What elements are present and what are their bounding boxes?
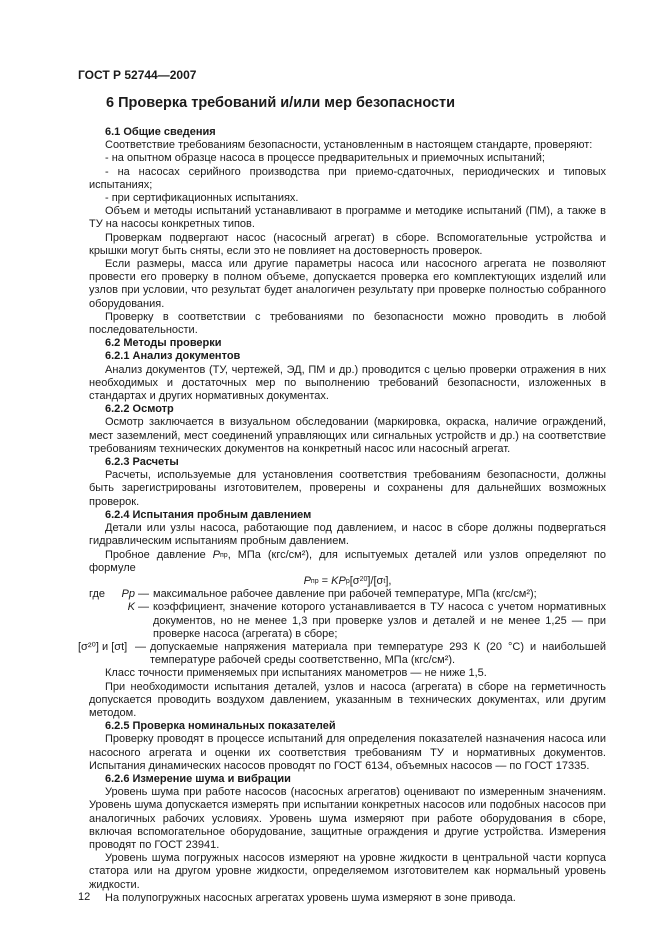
paragraph: Анализ документов (ТУ, чертежей, ЭД, ПМ и др.) проводится с целью проверки отражения в них необходимых и достаточных мер по выполнению требований безопасности, изложенных в стандартах и других нормативных документах. bbox=[89, 363, 606, 403]
page-number: 12 bbox=[78, 891, 91, 903]
legend-dash: — bbox=[135, 640, 146, 653]
legend-dash: — bbox=[138, 601, 149, 614]
equals: = bbox=[318, 574, 332, 587]
clause-title-6-2-4: 6.2.4 Испытания пробным давлением bbox=[105, 508, 312, 521]
subsection-title-6-2: 6.2 Методы проверки bbox=[105, 337, 222, 350]
legend-text: допускаемые напряжения материала при температуре 293 К (20 °C) и наибольшей температуре рабочей среды соответственно, МПа (кгс/см²). bbox=[150, 640, 606, 667]
list-item: - на насосах серийного производства при приемо-сдаточных, периодических и типовых испытаниях; bbox=[89, 165, 606, 191]
formula-legend bbox=[78, 588, 606, 667]
symbol-kp: KP bbox=[331, 574, 346, 587]
paragraph: При необходимости испытания деталей, узлов и насоса (агрегата) в сборе на герметичность допускается проводить воздухом давлением, указанным в технических документах, или другим методом. bbox=[89, 680, 606, 719]
list-item: - на опытном образце насоса в процессе предварительных и приемочных испытаний; bbox=[105, 152, 545, 165]
paragraph: Проверкам подвергают насос (насосный агрегат) в сборе. Вспомогательные устройства и крышки могут быть сняты, если это не повлияет на достоверность проверок. bbox=[89, 231, 606, 257]
legend-row bbox=[78, 641, 606, 667]
clause-title-6-2-5: 6.2.5 Проверка номинальных показателей bbox=[105, 720, 336, 733]
list-item: - при сертификационных испытаниях. bbox=[105, 192, 299, 205]
subscript: пр bbox=[220, 551, 228, 559]
legend-text: максимальное рабочее давление при рабочей температуре, МПа (кгс/см²); bbox=[153, 588, 537, 601]
legend-symbol: K bbox=[127, 601, 135, 614]
paragraph: Объем и методы испытаний устанавливают в программе и методике испытаний (ПМ), а также в ТУ на насосы конкретных типов. bbox=[89, 205, 606, 231]
legend-text: коэффициент, значение которого устанавливается в ТУ насоса с учетом нормативных документов, но не менее 1,3 при проверке узлов и деталей и не менее 1,25 — при проверке насоса (агрегата) в сборе; bbox=[153, 601, 606, 640]
text: , МПа (кгс/см²), для испытуемых деталей или узлов определяют по формуле bbox=[89, 548, 606, 574]
section-title: 6 Проверка требований и/или мер безопасности bbox=[106, 95, 456, 111]
paragraph: Если размеры, масса или другие параметры насоса или насосного агрегата не позволяют провести его проверку в полном объеме, допускается проверка его комплектующих изделий или узлов при условии, что результат будет аналогичен результату при проверке полностью собранного оборудования. bbox=[89, 258, 606, 310]
legend-symbol: Pр bbox=[121, 588, 135, 601]
clause-title-6-2-2: 6.2.2 Осмотр bbox=[105, 403, 174, 416]
legend-row bbox=[89, 588, 606, 601]
page-body bbox=[78, 126, 606, 905]
paragraph: На полупогружных насосных агрегатах уровень шума измеряют в зоне привода. bbox=[105, 891, 516, 904]
formula-part: [σ bbox=[349, 574, 360, 587]
where-label: где bbox=[89, 588, 106, 601]
paragraph: Проверку проводят в процессе испытаний для определения показателей назначения насоса или насосного агрегата и оценки их соответствия требованиям ТУ и нормативных документов. Испытания динамических насосов проводят по ГОСТ 6134, объемных насосов — по ГОСТ 17335. bbox=[89, 733, 606, 772]
clause-title-6-2-1: 6.2.1 Анализ документов bbox=[105, 350, 241, 363]
subscript: пр bbox=[310, 577, 319, 585]
text: Пробное давление bbox=[105, 548, 213, 561]
paragraph: Расчеты, используемые для установления соответствия требованиям безопасности, должны быть зарегистрированы изготовителем, проверены и сохранены для дальнейших возможных проверок. bbox=[89, 469, 606, 508]
symbol-p: P bbox=[212, 548, 221, 561]
paragraph: Класс точности применяемых при испытаниях манометров — не ниже 1,5. bbox=[105, 667, 487, 680]
paragraph: Уровень шума погружных насосов измеряют на уровне жидкости в центральной части корпуса статора или на другом уровне жидкости, определяемом изготовителем как нормальный уровень жидкости. bbox=[89, 852, 606, 891]
symbol-p: P bbox=[303, 574, 311, 587]
clause-title-6-2-6: 6.2.6 Измерение шума и вибрации bbox=[105, 772, 291, 785]
formula-intro bbox=[89, 549, 606, 575]
paragraph: Уровень шума при работе насосов (насосных агрегатов) оценивают по измеренным значениям. Уровень шума допускается измерять при испытании конкретных насосов или подобных насосов при аналогичных рабочих условиях. Уровень шума измеряют при работе оборудования в сборе, включая вспомогательное оборудование, защитные ограждения и другие устройства. Измерения проводят по ГОСТ 23941. bbox=[89, 786, 606, 851]
document-header: ГОСТ Р 52744—2007 bbox=[78, 68, 197, 82]
legend-symbol: [σ²⁰] и [σt] bbox=[78, 640, 128, 653]
paragraph: Детали или узлы насоса, работающие под давлением, и насос в сборе должны подвергаться гидравлическим испытаниям пробным давлением. bbox=[89, 522, 606, 548]
clause-title-6-2-3: 6.2.3 Расчеты bbox=[105, 456, 179, 469]
formula-part: ]/[σ bbox=[367, 574, 384, 587]
superscript: 20 bbox=[359, 575, 368, 583]
formula bbox=[89, 575, 606, 588]
paragraph: Осмотр заключается в визуальном обследовании (маркировка, окраска, наличие ограждений, мест заземлений, мест соединений управляющих или сигнальных устройств и др.) на соответствие требованиям технических документов на конкретный насос или насосный агрегат. bbox=[89, 416, 606, 455]
formula-part: ], bbox=[385, 574, 392, 587]
subscript: t bbox=[383, 577, 386, 585]
legend-row bbox=[89, 601, 606, 641]
paragraph: Проверку в соответствии с требованиями по безопасности можно проводить в любой последовательности. bbox=[89, 310, 606, 337]
subscript: р bbox=[345, 577, 350, 585]
legend-dash: — bbox=[138, 588, 149, 601]
paragraph: Соответствие требованиям безопасности, установленным в настоящем стандарте, проверяют: bbox=[105, 139, 593, 152]
subsection-title-6-1: 6.1 Общие сведения bbox=[105, 126, 216, 138]
